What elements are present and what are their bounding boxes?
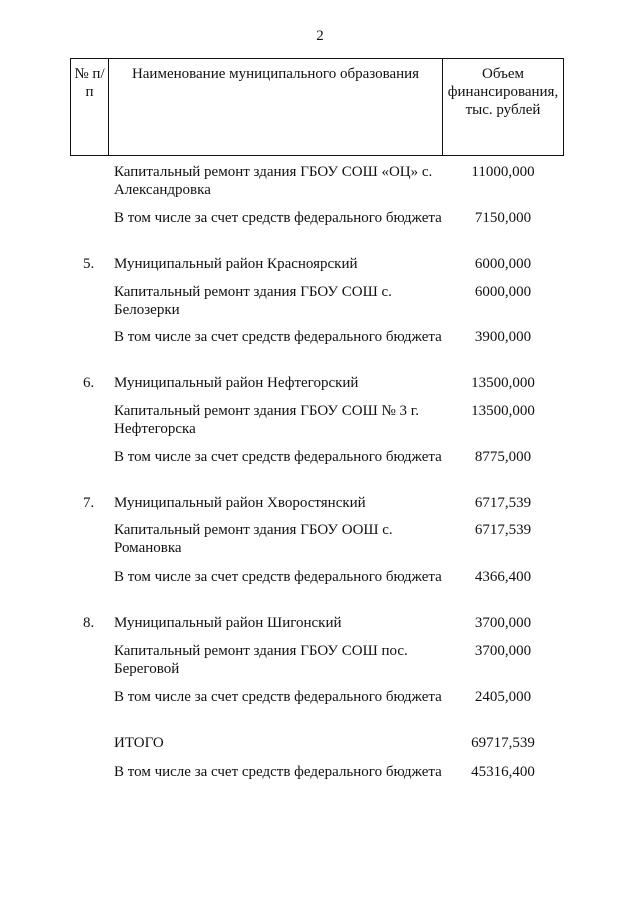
row-number: 6. — [83, 375, 95, 391]
row-name: Капитальный ремонт здания ГБОУ СОШ № 3 г. Нефтегорска — [114, 403, 419, 437]
row-amount: 8775,000 — [474, 449, 532, 465]
total-label: ИТОГО — [114, 735, 164, 751]
row-amount: 6717,539 — [474, 522, 532, 538]
row-name: В том числе за счет средств федерального бюджета — [114, 449, 442, 465]
page-number: 2 — [316, 28, 324, 44]
row-amount: 7150,000 — [474, 210, 532, 226]
row-name: Капитальный ремонт здания ГБОУ ООШ с. Романовка — [114, 522, 393, 556]
row-number: 7. — [83, 495, 95, 511]
row-name: Капитальный ремонт здания ГБОУ СОШ «ОЦ» с. Александровка — [114, 164, 433, 198]
row-amount: 3700,000 — [474, 615, 532, 631]
row-name: В том числе за счет средств федерального бюджета — [114, 210, 442, 226]
row-amount: 11000,000 — [471, 164, 535, 180]
table-header — [70, 58, 564, 156]
row-name: Муниципальный район Нефтегорский — [114, 375, 359, 391]
row-amount: 6000,000 — [474, 284, 532, 300]
row-number: 5. — [83, 256, 95, 272]
row-name: В том числе за счет средств федерального бюджета — [114, 569, 442, 585]
row-amount: 13500,000 — [471, 403, 535, 419]
row-amount: 3900,000 — [474, 329, 532, 345]
row-name: Капитальный ремонт здания ГБОУ СОШ с. Белозерки — [114, 284, 392, 318]
row-amount: 6717,539 — [474, 495, 532, 511]
header-amount-column: Объем финансирования, тыс. рублей — [447, 66, 559, 118]
row-amount: 6000,000 — [474, 256, 532, 272]
row-amount: 3700,000 — [474, 643, 532, 659]
row-amount: 45316,400 — [471, 764, 535, 780]
row-name: Муниципальный район Шигонский — [114, 615, 342, 631]
header-number-column: № п/п — [71, 59, 109, 155]
row-name: В том числе за счет средств федерального бюджета — [114, 689, 442, 705]
header-name-column: Наименование муниципального образования — [109, 59, 443, 155]
row-amount: 4366,400 — [474, 569, 532, 585]
total-amount: 69717,539 — [471, 735, 535, 751]
row-name: В том числе за счет средств федерального бюджета — [114, 764, 442, 780]
row-name: Капитальный ремонт здания ГБОУ СОШ пос. Береговой — [114, 643, 408, 677]
row-amount: 2405,000 — [474, 689, 532, 705]
row-name: В том числе за счет средств федерального бюджета — [114, 329, 442, 345]
row-number: 8. — [83, 615, 95, 631]
row-amount: 13500,000 — [471, 375, 535, 391]
row-name: Муниципальный район Красноярский — [114, 256, 358, 272]
row-name: Муниципальный район Хворостянский — [114, 495, 366, 511]
